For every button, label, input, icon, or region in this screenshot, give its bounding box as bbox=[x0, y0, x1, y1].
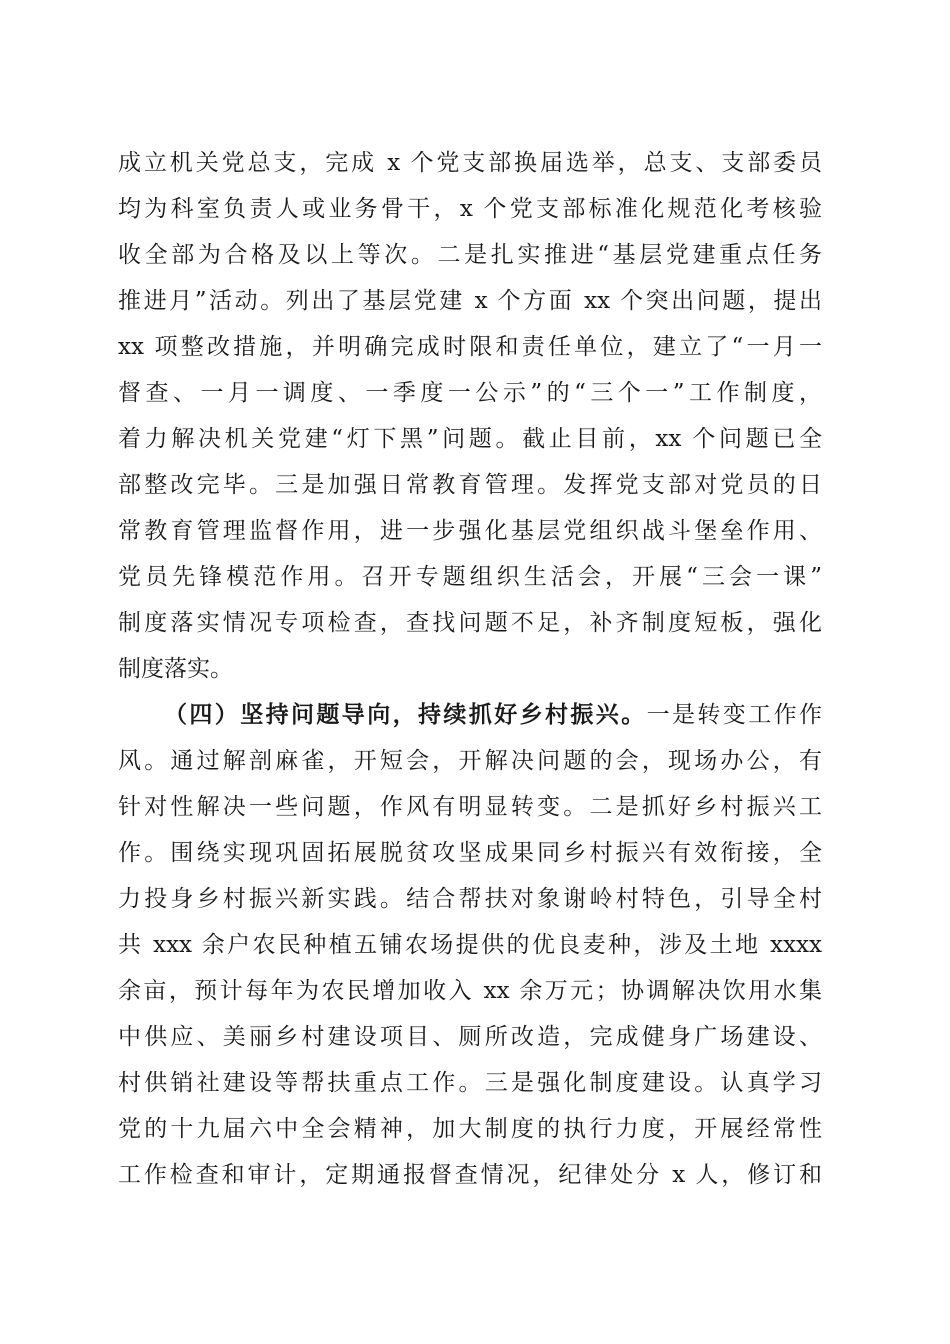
paragraph-line: 党的十九届六中全会精神，加大制度的执行力度，开展经常性 bbox=[118, 1116, 822, 1142]
paragraph-line: 余亩，预计每年为农民增加收入 xx 余万元；协调解决饮用水集 bbox=[118, 978, 822, 1004]
paragraph-line: 着力解决机关党建“灯下黑”问题。截止目前，xx 个问题已全 bbox=[118, 426, 822, 452]
paragraph-line: 成立机关党总支，完成 x 个党支部换届选举，总支、支部委员 bbox=[118, 150, 822, 176]
paragraph-line: 收全部为合格及以上等次。二是扎实推进“基层党建重点任务 bbox=[118, 242, 822, 268]
paragraph-line: 中供应、美丽乡村建设项目、厕所改造，完成健身广场建设、 bbox=[118, 1024, 822, 1050]
document-body bbox=[118, 140, 822, 1198]
paragraph-line: 制度落实。 bbox=[118, 656, 233, 682]
paragraph-line: 村供销社建设等帮扶重点工作。三是强化制度建设。认真学习 bbox=[118, 1070, 822, 1096]
paragraph-line: 风。通过解剖麻雀，开短会，开解决问题的会，现场办公，有 bbox=[118, 748, 822, 774]
paragraph-line: 部整改完毕。三是加强日常教育管理。发挥党支部对党员的日 bbox=[118, 472, 822, 498]
section-heading-line bbox=[118, 692, 822, 738]
paragraph-line: 作。围绕实现巩固拓展脱贫攻坚成果同乡村振兴有效衔接，全 bbox=[118, 840, 822, 866]
paragraph-line: 共 xxx 余户农民种植五铺农场提供的优良麦种，涉及土地 xxxx bbox=[118, 932, 822, 958]
paragraph-line: 常教育管理监督作用，进一步强化基层党组织战斗堡垒作用、 bbox=[118, 518, 822, 544]
paragraph-line: 党员先锋模范作用。召开专题组织生活会，开展“三会一课” bbox=[118, 564, 822, 590]
paragraph-line: 均为科室负责人或业务骨干，x 个党支部标准化规范化考核验 bbox=[118, 196, 822, 222]
paragraph-line: 督查、一月一调度、一季度一公示”的“三个一”工作制度， bbox=[118, 380, 822, 406]
paragraph-line: 针对性解决一些问题，作风有明显转变。二是抓好乡村振兴工 bbox=[118, 794, 822, 820]
section-heading: （四）坚持问题导向，持续抓好乡村振兴。 bbox=[164, 701, 647, 728]
paragraph-line: xx 项整改措施，并明确完成时限和责任单位，建立了“一月一 bbox=[118, 334, 822, 360]
paragraph-line: 力投身乡村振兴新实践。结合帮扶对象谢岭村特色，引导全村 bbox=[118, 886, 822, 912]
paragraph-line: 工作检查和审计，定期通报督查情况，纪律处分 x 人，修订和 bbox=[118, 1162, 822, 1188]
section-heading-continuation: 一是转变工作作 bbox=[646, 702, 822, 728]
paragraph-line: 推进月”活动。列出了基层党建 x 个方面 xx 个突出问题，提出 bbox=[118, 288, 822, 314]
paragraph-line: 制度落实情况专项检查，查找问题不足，补齐制度短板，强化 bbox=[118, 610, 822, 636]
